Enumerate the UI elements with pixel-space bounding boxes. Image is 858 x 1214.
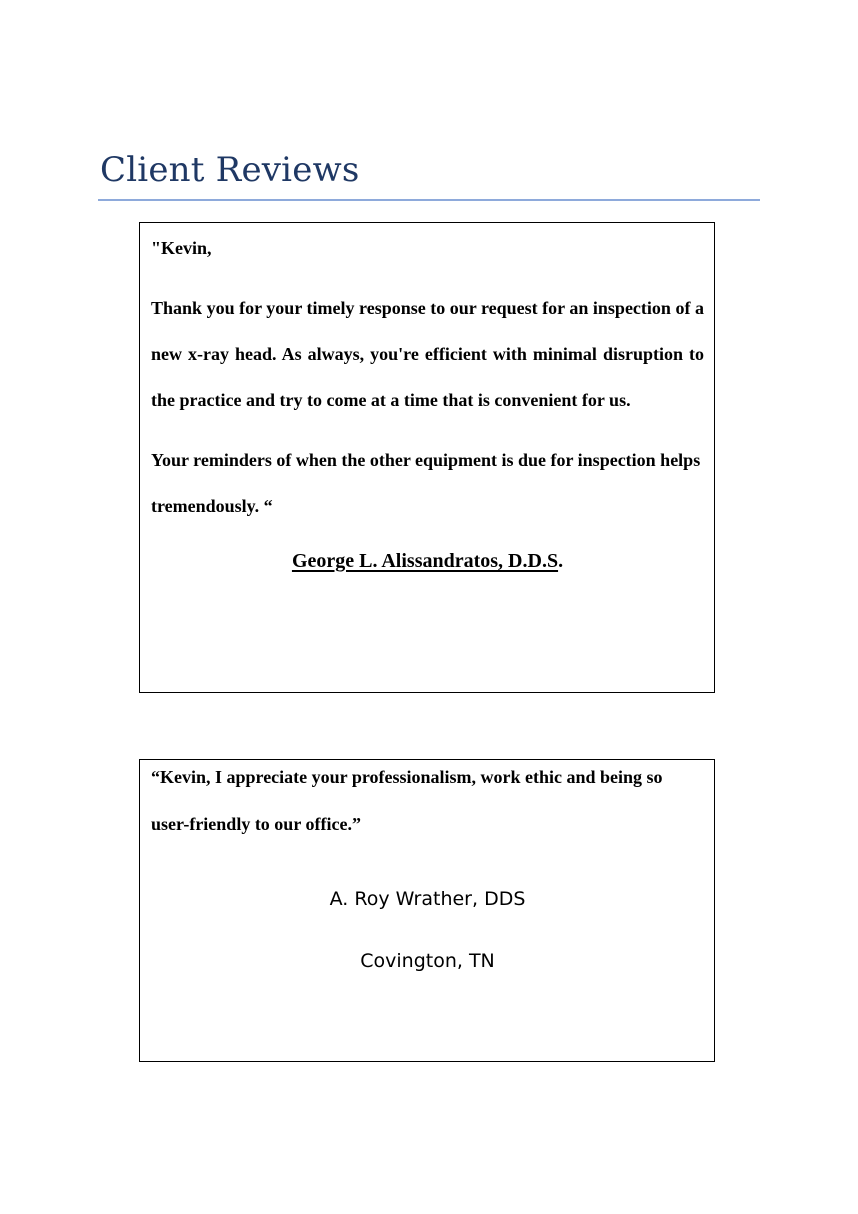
review-signature bbox=[151, 541, 704, 581]
review-quote: “Kevin, I appreciate your professionalism, work ethic and being so user-friendly to our office.” bbox=[151, 767, 663, 834]
review-paragraph-1: Thank you for your timely response to our request for an inspection of a new x-ray head. As always, you're efficient with minimal disruption to the practice and try to come at a time that is convenient for us. bbox=[151, 298, 704, 410]
review-author: A. Roy Wrather, DDS bbox=[329, 888, 526, 910]
review-greeting: "Kevin, bbox=[151, 238, 212, 258]
review-location: Covington, TN bbox=[360, 950, 495, 972]
review-paragraph-2: Your reminders of when the other equipment is due for inspection helps tremendously. “ bbox=[151, 450, 701, 516]
review-card-wrather bbox=[139, 759, 715, 1062]
page-title: Client Reviews bbox=[100, 150, 360, 190]
signature-name: George L. Alissandratos, D.D.S bbox=[291, 550, 559, 572]
review-card-alissandratos bbox=[139, 222, 715, 693]
signature-period: . bbox=[558, 550, 564, 572]
title-divider bbox=[98, 199, 760, 201]
